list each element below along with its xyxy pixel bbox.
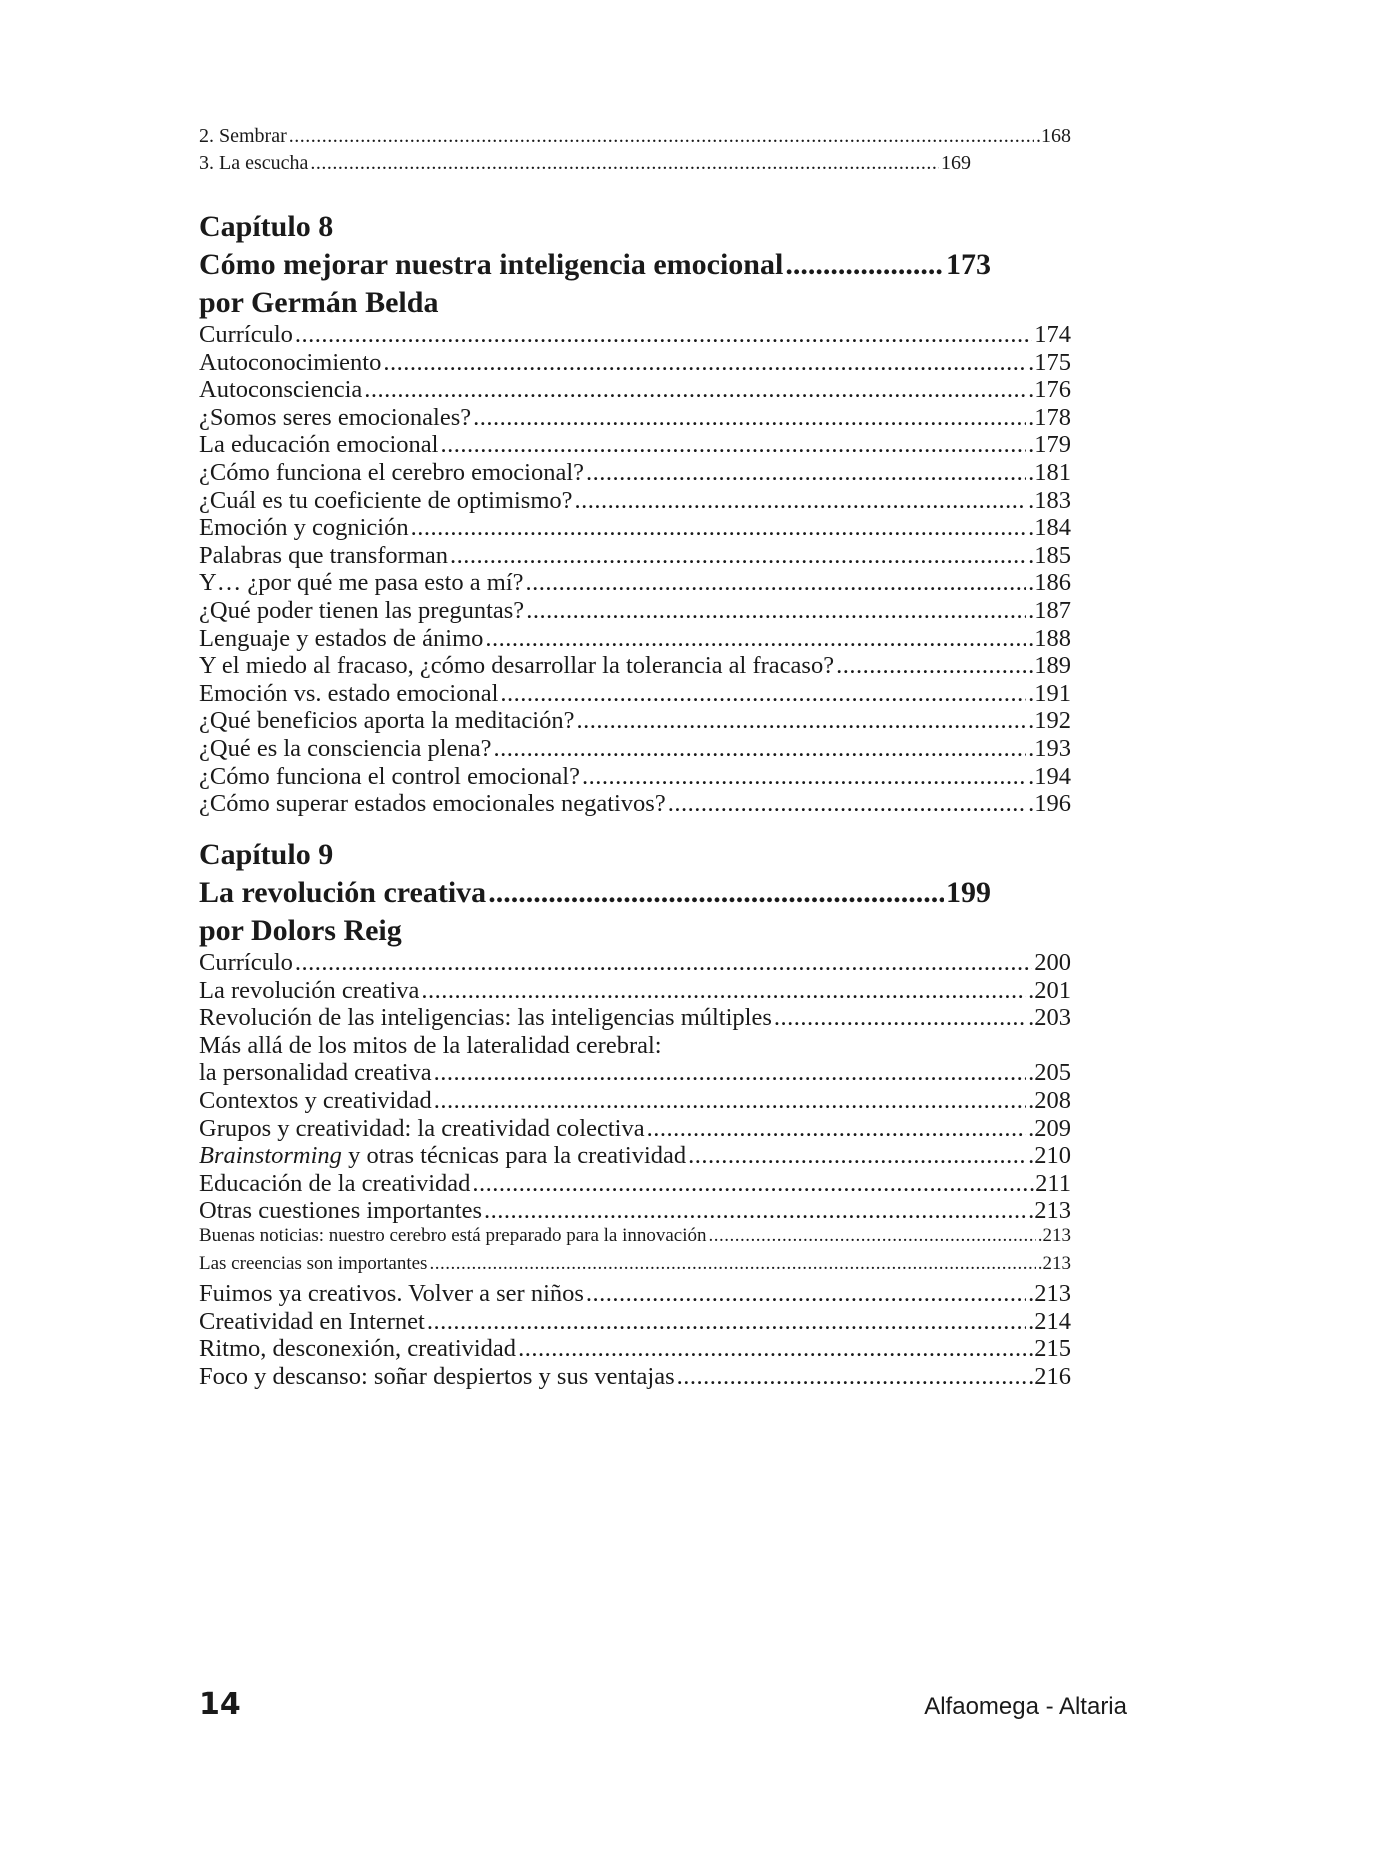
dot-leader — [484, 1197, 1026, 1225]
toc-entry-label: Emoción vs. estado emocional — [199, 679, 499, 707]
dot-leader — [310, 152, 939, 175]
toc-entry-page: .185 — [1028, 541, 1071, 569]
toc-entry — [199, 1308, 1071, 1336]
toc-entry — [199, 459, 1071, 487]
toc-entry — [199, 1059, 1071, 1087]
toc-entry-page: .201 — [1028, 976, 1071, 1004]
dot-leader — [295, 321, 1032, 349]
toc-entry-page: .208 — [1028, 1087, 1071, 1114]
dot-leader — [586, 1280, 1026, 1308]
dot-leader — [785, 248, 944, 282]
toc-entry — [199, 152, 971, 175]
dot-leader — [577, 707, 1027, 735]
toc-entry-label: ¿Qué beneficios aporta la meditación? — [199, 707, 575, 735]
dot-leader — [668, 790, 1026, 818]
toc-entry — [199, 1363, 1071, 1391]
toc-entry-page: .213 — [1028, 1197, 1071, 1225]
toc-entry — [199, 569, 1071, 597]
chapter-label: Capítulo 9 — [199, 838, 334, 871]
toc-entry-label: ¿Qué poder tienen las preguntas? — [199, 597, 525, 624]
toc-entry-label: 3. La escucha — [199, 152, 309, 174]
page-number: 14 — [199, 1687, 241, 1722]
toc-entry-page: .187 — [1028, 597, 1071, 624]
toc-entry-page: .209 — [1028, 1114, 1071, 1142]
toc-entry — [199, 404, 1071, 432]
toc-entry-label-italic: Brainstorming — [199, 1142, 342, 1170]
toc-entry — [199, 1197, 1071, 1225]
toc-entry — [199, 735, 1071, 763]
toc-entry-page: 174 — [1034, 321, 1071, 348]
chapter-title-line — [199, 876, 991, 910]
dot-leader — [421, 977, 1026, 1005]
dot-leader — [500, 680, 1026, 708]
toc-entry — [199, 321, 1071, 349]
toc-entry-label: Otras cuestiones importantes — [199, 1197, 483, 1225]
toc-entry — [199, 790, 1071, 818]
toc-entry-page: .186 — [1028, 569, 1071, 597]
toc-entry — [199, 652, 1071, 680]
toc-entry-label: Emoción y cognición — [199, 514, 409, 542]
toc-entry-page: .194 — [1028, 762, 1071, 790]
toc-entry-page: .189 — [1028, 652, 1071, 680]
toc-entry-label: Lenguaje y estados de ánimo — [199, 624, 484, 652]
dot-leader — [586, 459, 1026, 487]
toc-entry-label: ¿Cuál es tu coeficiente de optimismo? — [199, 486, 573, 514]
dot-leader — [836, 652, 1026, 680]
toc-entry — [199, 949, 1071, 977]
toc-entry-page: 169 — [941, 152, 971, 174]
toc-entry-label: Buenas noticias: nuestro cerebro está preparado para la innovación — [199, 1225, 707, 1246]
toc-entry-label: Palabras que transforman — [199, 541, 448, 569]
toc-entry-page: .183 — [1028, 486, 1071, 514]
toc-entry-label: Y el miedo al fracaso, ¿cómo desarrollar la tolerancia al fracaso? — [199, 652, 835, 680]
dot-leader — [493, 735, 1026, 763]
chapter-label: Capítulo 8 — [199, 210, 334, 243]
dot-leader — [647, 1115, 1027, 1143]
toc-entry-label: Grupos y creatividad: la creatividad colectiva — [199, 1114, 645, 1142]
dot-leader — [774, 1004, 1026, 1032]
dot-leader — [582, 763, 1026, 791]
toc-entry — [199, 487, 1071, 515]
toc-entry — [199, 349, 1071, 377]
toc-entry-label-rest: y otras técnicas para la creatividad — [341, 1142, 687, 1170]
toc-entry — [199, 625, 1071, 653]
toc-entry-page: .211 — [1029, 1169, 1071, 1197]
toc-entry-label: Ritmo, desconexión, creatividad — [199, 1335, 517, 1363]
toc-entry-label: ¿Cómo superar estados emocionales negativos? — [199, 790, 666, 818]
toc-entry — [199, 1032, 1071, 1060]
toc-entry-page: .168 — [1036, 125, 1071, 147]
toc-entry-label: ¿Qué es la consciencia plena? — [199, 735, 492, 762]
dot-leader — [518, 1335, 1026, 1363]
toc-entry-page: .210 — [1028, 1142, 1071, 1170]
toc-entry-page: .215 — [1028, 1335, 1071, 1363]
toc-entry — [199, 431, 1071, 459]
chapter-title-line — [199, 248, 991, 282]
chapter-title-page: 199 — [946, 876, 991, 909]
toc-entry-page: .188 — [1028, 624, 1071, 652]
toc-entry-page: .175 — [1028, 348, 1071, 376]
dot-leader — [364, 376, 1026, 404]
toc-entry — [199, 1225, 1071, 1247]
toc-entry-page: .213 — [1037, 1252, 1071, 1274]
toc-entry — [199, 707, 1071, 735]
toc-entry-label: ¿Cómo funciona el cerebro emocional? — [199, 459, 585, 486]
toc-entry-page: .176 — [1028, 376, 1071, 404]
chapter-title-page: 173 — [946, 248, 991, 281]
dot-leader — [289, 125, 1034, 148]
toc-entry-label: Contextos y creatividad — [199, 1087, 432, 1114]
chapter-author: por Dolors Reig — [199, 914, 402, 947]
toc-entry-page: .181 — [1028, 459, 1071, 486]
toc-entry-page: .205 — [1028, 1059, 1071, 1087]
toc-entry — [199, 680, 1071, 708]
toc-entry-page: .213 — [1028, 1280, 1071, 1308]
toc-entry-label: La educación emocional — [199, 431, 439, 459]
toc-entry-label: Currículo — [199, 321, 293, 348]
toc-entry — [199, 763, 1071, 791]
toc-entry — [199, 125, 1071, 148]
dot-leader — [450, 542, 1026, 570]
toc-entry — [199, 1170, 1071, 1198]
toc-entry-label: La revolución creativa — [199, 976, 420, 1004]
publisher-name: Alfaomega - Altaria — [924, 1693, 1127, 1720]
toc-entry-label: Revolución de las inteligencias: las inteligencias múltiples — [199, 1004, 772, 1032]
chapter-author: por Germán Belda — [199, 286, 439, 319]
toc-entry-page: .179 — [1028, 431, 1071, 459]
dot-leader — [440, 431, 1026, 459]
dot-leader — [383, 349, 1026, 377]
toc-entry-page: .184 — [1028, 514, 1071, 542]
toc-entry-label: Las creencias son importantes — [199, 1252, 428, 1274]
toc-entry-page: .191 — [1028, 679, 1071, 707]
dot-leader — [488, 876, 944, 910]
toc-entry-page: .193 — [1028, 735, 1071, 762]
toc-entry-label: 2. Sembrar — [199, 125, 287, 147]
toc-entry — [199, 1280, 1071, 1308]
toc-entry-page: .216 — [1028, 1363, 1071, 1390]
toc-entry — [199, 1253, 1071, 1275]
dot-leader — [434, 1059, 1026, 1087]
toc-entry — [199, 1004, 1071, 1032]
dot-leader — [434, 1087, 1026, 1115]
toc-entry-label: Currículo — [199, 949, 293, 976]
toc-entry-label: Educación de la creatividad — [199, 1169, 471, 1197]
dot-leader — [526, 597, 1026, 625]
dot-leader — [485, 625, 1026, 653]
toc-entry — [199, 977, 1071, 1005]
toc-entry-label: Fuimos ya creativos. Volver a ser niños — [199, 1280, 584, 1308]
toc-entry — [199, 1087, 1071, 1115]
dot-leader — [526, 569, 1027, 597]
toc-entry-page: .196 — [1028, 790, 1071, 818]
dot-leader — [688, 1142, 1026, 1170]
toc-entry-label: ¿Cómo funciona el control emocional? — [199, 762, 580, 790]
chapter-title: Cómo mejorar nuestra inteligencia emocional — [199, 248, 784, 281]
toc-entry-label: Más allá de los mitos de la lateralidad cerebral: — [199, 1031, 662, 1059]
toc-entry-label: Y… ¿por qué me pasa esto a mí? — [199, 569, 524, 597]
toc-entry-label: Creatividad en Internet — [199, 1307, 425, 1335]
toc-entry — [199, 1335, 1071, 1363]
dot-leader — [472, 1170, 1027, 1198]
toc-entry-page: .192 — [1028, 707, 1071, 735]
dot-leader — [677, 1363, 1027, 1391]
toc-entry — [199, 376, 1071, 404]
toc-entry-page: 200 — [1034, 949, 1071, 976]
chapter-title: La revolución creativa — [199, 876, 487, 909]
toc-entry-label — [199, 1142, 686, 1170]
toc-entry-label: Foco y descanso: soñar despiertos y sus ventajas — [199, 1363, 675, 1390]
dot-leader — [427, 1308, 1026, 1336]
toc-entry-page: .214 — [1028, 1307, 1071, 1335]
toc-entry — [199, 514, 1071, 542]
dot-leader — [709, 1225, 1036, 1247]
toc-entry — [199, 1142, 1071, 1170]
toc-entry-page: .203 — [1028, 1004, 1071, 1032]
dot-leader — [411, 514, 1027, 542]
toc-entry-label: ¿Somos seres emocionales? — [199, 403, 472, 431]
toc-entry-label: la personalidad creativa — [199, 1059, 432, 1087]
dot-leader — [295, 949, 1032, 977]
toc-entry — [199, 597, 1071, 625]
toc-entry-page: .213 — [1037, 1225, 1071, 1246]
dot-leader — [473, 404, 1026, 432]
toc-entry — [199, 542, 1071, 570]
dot-leader — [575, 487, 1027, 515]
toc-entry-page: .178 — [1028, 403, 1071, 431]
toc-entry-label: Autoconsciencia — [199, 376, 363, 404]
dot-leader — [429, 1253, 1035, 1275]
toc-entry-label: Autoconocimiento — [199, 348, 382, 376]
toc-entry — [199, 1115, 1071, 1143]
